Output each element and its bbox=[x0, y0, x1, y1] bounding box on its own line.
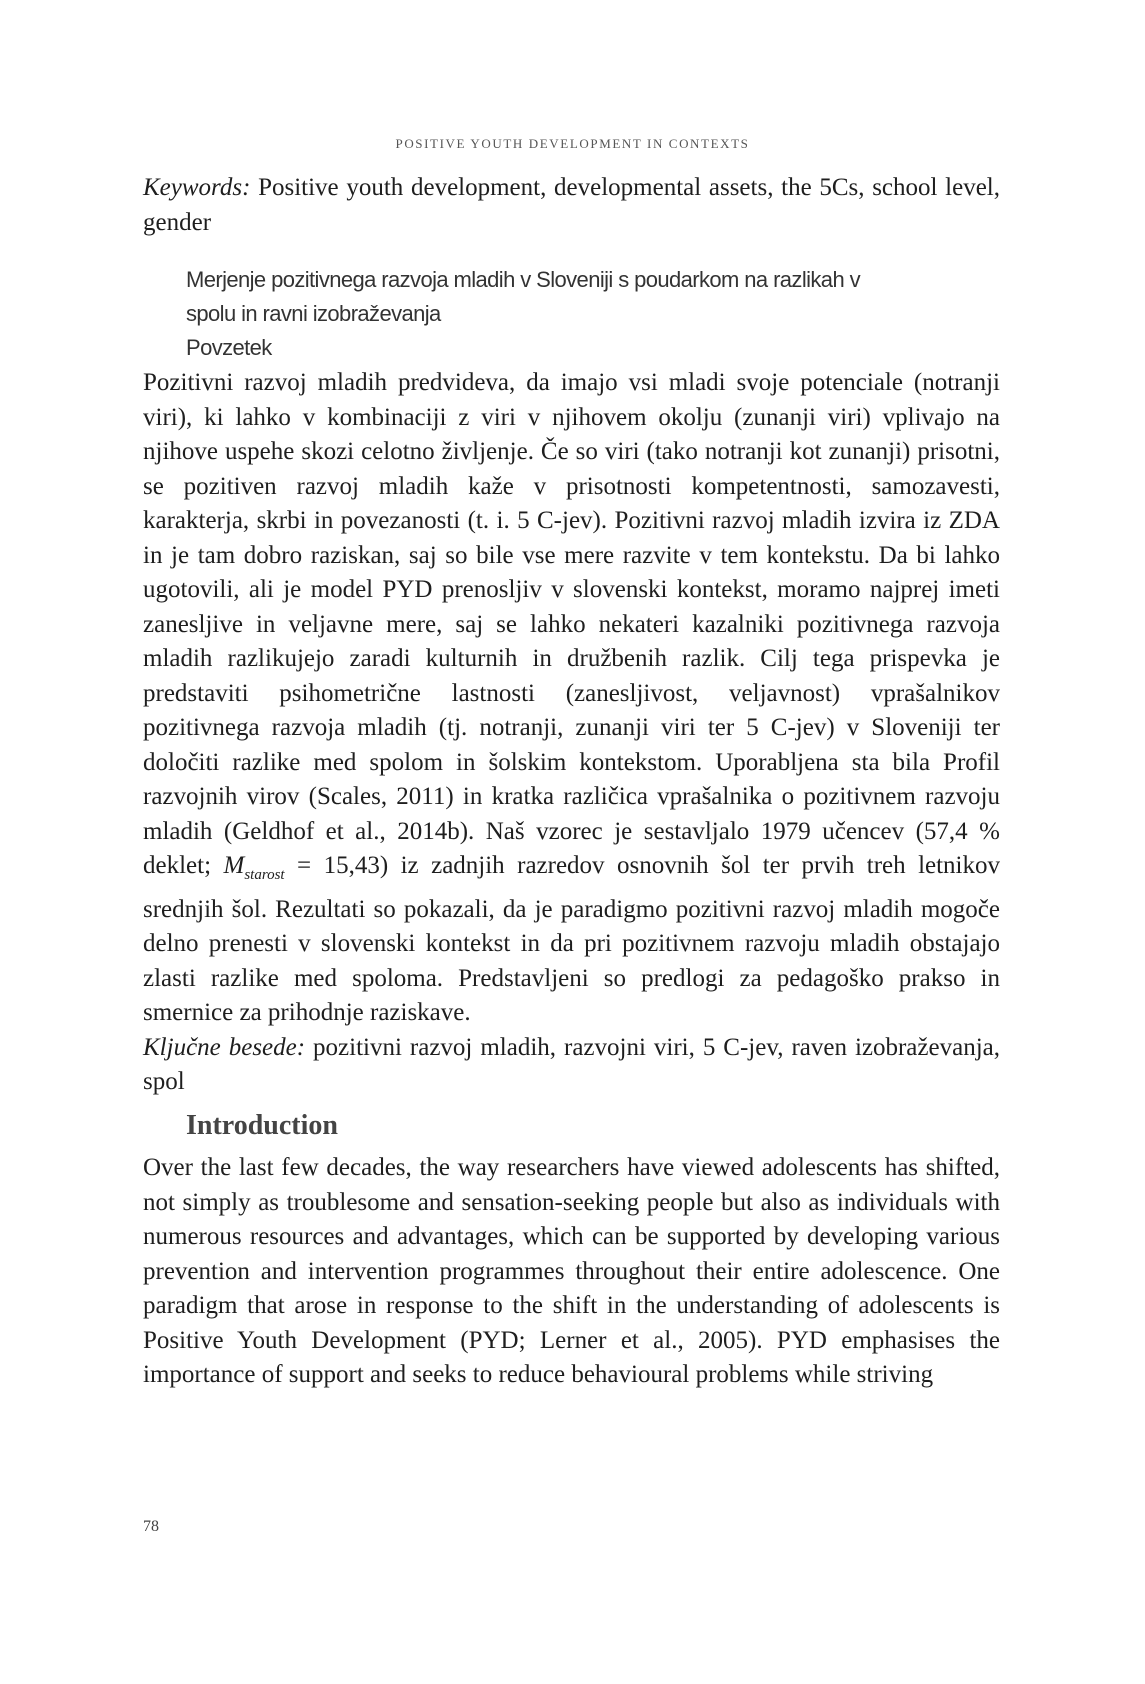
slovene-keywords-label: Ključne besede: bbox=[143, 1033, 306, 1061]
introduction-paragraph: Over the last few decades, the way researchers have viewed adolescents has shifted, not simply as troublesome and sensation-seeking people but also as individuals with numerous resources and advantages, which can be supported by developing various prevention and intervention programmes throughout their entire adolescence. One paradigm that arose in response to the shift in the understanding of adolescents is Positive Youth Development (PYD; Lerner et al., 2005). PYD emphasises the importance of support and seeks to reduce behavioural problems while striving bbox=[143, 1154, 1000, 1388]
abstract-text-part-2: = 15,43) iz zadnjih razredov osnovnih šol ter prvih treh letnikov srednjih šol. Rezultati so pokazali, da je paradigmo pozitivni razvoj mladih mogoče delno prenesti v slovenski kontekst in da pri pozitivnem razvoju mladih obstajajo zlasti razlike med spoloma. Predstavljeni so predlogi za pedagoško prakso in smernice za prihodnje raziskave. bbox=[143, 852, 1001, 1026]
introduction-heading-block bbox=[186, 1110, 1043, 1142]
page-number: 78 bbox=[143, 1518, 159, 1535]
abstract-heading: Povzetek bbox=[186, 335, 272, 360]
keywords-block bbox=[143, 171, 1000, 240]
slovene-title: Merjenje pozitivnega razvoja mladih v Sloveniji s poudarkom na razlikah v spolu in ravni izobraževanja bbox=[186, 267, 860, 326]
introduction-heading: Introduction bbox=[186, 1110, 338, 1141]
keywords-paragraph bbox=[143, 171, 1000, 240]
running-header: POSITIVE YOUTH DEVELOPMENT IN CONTEXTS bbox=[395, 136, 750, 151]
slovene-abstract-block bbox=[143, 366, 1000, 1100]
abstract-text-part-1: Pozitivni razvoj mladih predvideva, da imajo vsi mladi svoje potenciale (notranji viri), ki lahko v kombinaciji z viri v njihovem okolju (zunanji viri) vplivajo na njihove uspehe skozi celotno življenje. Če so viri (tako notranji kot zunanji) prisotni, se pozitiven razvoj mladih kaže v prisotnosti kompetentnosti, samozavesti, karakterja, skrbi in povezanosti (t. i. 5 C-jev). Pozitivni razvoj mladih izvira iz ZDA in je tam dobro raziskan, saj so bile vse mere razvite v tem kontekstu. Da bi lahko ugotovili, ali je model PYD prenosljiv v slovenski kontekst, moramo najprej imeti zanesljive in veljavne mere, saj se lahko nekateri kazalniki pozitivnega razvoja mladih razlikujejo zaradi kulturnih in družbenih razlik. Cilj tega prispevka je predstaviti psihometrične lastnosti (zanesljivost, veljavnost) vprašalnikov pozitivnega razvoja mladih (tj. notranji, zunanji viri ter 5 C-jev) v Sloveniji ter določiti razlike med spolom in šolskim kontekstom. Uporabljena sta bila Profil razvojnih virov (Scales, 2011) in kratka različica vprašalnika o pozitivnem razvoju mladih (Geldhof et al., 2014b). Naš vzorec je sestavljalo 1979 učencev (57,4 % deklet; bbox=[143, 369, 1000, 879]
slovene-title-block bbox=[186, 263, 906, 365]
keywords-label: Keywords: bbox=[143, 174, 251, 201]
slovene-keywords bbox=[143, 1031, 1000, 1100]
slovene-keywords-text: pozitivni razvoj mladih, razvojni viri, 5 C-jev, raven izobraževanja, spol bbox=[143, 1033, 1000, 1095]
math-mean-symbol: M bbox=[223, 852, 245, 879]
introduction-block bbox=[143, 1151, 1000, 1393]
slovene-abstract bbox=[143, 366, 1000, 1031]
math-mean-subscript: starost bbox=[244, 867, 285, 883]
keywords-text: Positive youth development, developmental assets, the 5Cs, school level, gender bbox=[143, 174, 1000, 236]
